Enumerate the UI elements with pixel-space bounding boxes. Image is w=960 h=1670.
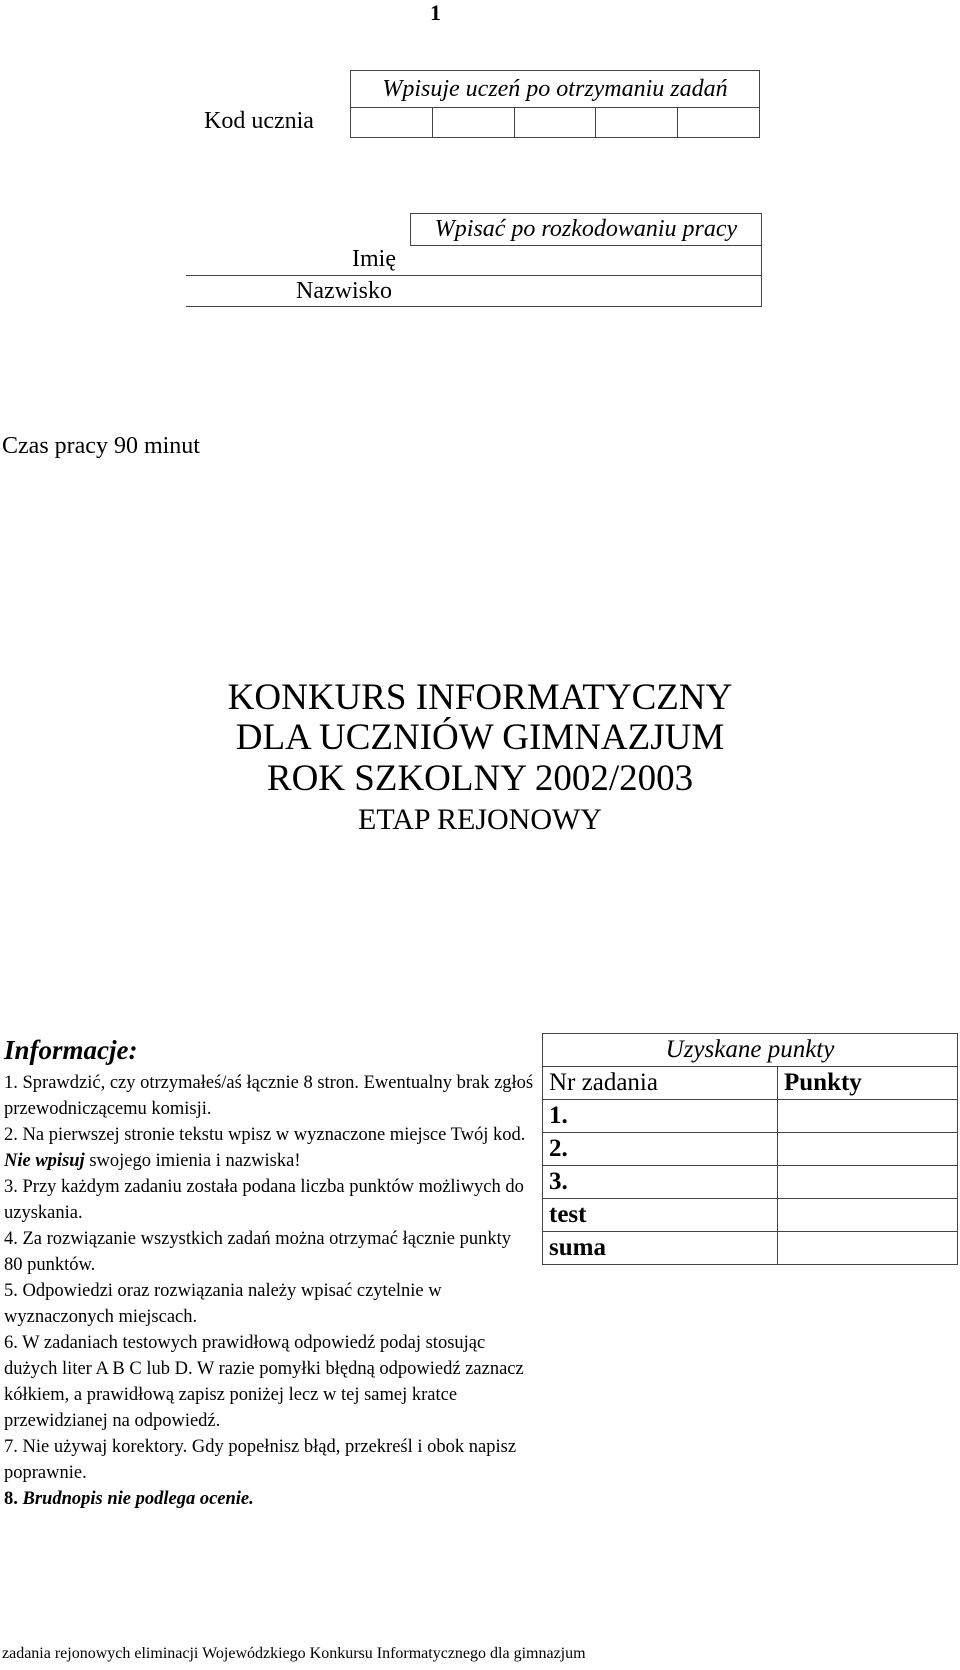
score-row-label: 3. bbox=[543, 1166, 778, 1199]
kod-cell[interactable] bbox=[432, 107, 514, 137]
czas-pracy: Czas pracy 90 minut bbox=[2, 433, 200, 459]
info-item-2 bbox=[4, 1122, 534, 1174]
kod-caption: Wpisuje uczeń po otrzymaniu zadań bbox=[351, 71, 759, 108]
kod-cells bbox=[351, 107, 759, 137]
info-item-2-rest: swojego imienia i nazwiska! bbox=[84, 1151, 301, 1171]
info-item-5: 5. Odpowiedzi oraz rozwiązania należy wpisać czytelnie w wyznaczonych miejscach. bbox=[4, 1281, 442, 1327]
score-cell[interactable] bbox=[778, 1100, 958, 1133]
title-line-4: ETAP REJONOWY bbox=[358, 803, 602, 836]
kod-cell[interactable] bbox=[351, 107, 432, 137]
score-cell[interactable] bbox=[778, 1199, 958, 1232]
kod-ucznia-box bbox=[350, 70, 760, 138]
info-item-8-text: Brudnopis nie podlega ocenie. bbox=[22, 1489, 254, 1509]
score-col-nr: Nr zadania bbox=[543, 1067, 778, 1100]
score-row-label: suma bbox=[543, 1232, 778, 1265]
info-item-8 bbox=[4, 1486, 534, 1512]
page-number: 1 bbox=[430, 0, 441, 25]
info-list bbox=[4, 1070, 534, 1512]
score-row-label: 1. bbox=[543, 1100, 778, 1133]
info-item-2-emphasis: Nie wpisuj bbox=[4, 1151, 85, 1171]
score-col-punkty: Punkty bbox=[778, 1067, 958, 1100]
footer-text: zadania rejonowych eliminacji Wojewódzkiego Konkursu Informatycznego dla gimnazjum bbox=[2, 1645, 586, 1662]
score-row-label: test bbox=[543, 1199, 778, 1232]
info-heading: Informacje: bbox=[4, 1035, 138, 1065]
score-caption: Uzyskane punkty bbox=[543, 1034, 958, 1067]
score-cell[interactable] bbox=[778, 1166, 958, 1199]
nazwisko-label: Nazwisko bbox=[296, 278, 392, 304]
score-cell[interactable] bbox=[778, 1232, 958, 1265]
info-item-2-text: 2. Na pierwszej stronie tekstu wpisz w wyznaczone miejsce Twój kod. bbox=[4, 1125, 526, 1145]
info-item-4: 4. Za rozwiązanie wszystkich zadań można otrzymać łącznie punkty 80 punktów. bbox=[4, 1229, 511, 1275]
info-item-8-num: 8. bbox=[4, 1489, 18, 1509]
title-line-1: KONKURS INFORMATYCZNY bbox=[227, 677, 733, 718]
info-item-7: 7. Nie używaj korektory. Gdy popełnisz błąd, przekreśl i obok napisz poprawnie. bbox=[4, 1437, 517, 1483]
kod-ucznia-label: Kod ucznia bbox=[204, 108, 314, 134]
title-line-2: DLA UCZNIÓW GIMNAZJUM bbox=[235, 717, 725, 758]
title-line-3: ROK SZKOLNY 2002/2003 bbox=[266, 758, 694, 799]
imie-field[interactable] bbox=[186, 275, 762, 276]
name-box-border bbox=[761, 213, 762, 306]
info-item-6: 6. W zadaniach testowych prawidłową odpowiedź podaj stosując dużych liter A B C lub D. W razie pomyłki błędną odpowiedź zaznacz kółkiem, a prawidłową zapisz poniżej lecz w tej samej kratce przewidzianej na odpowiedź. bbox=[4, 1333, 524, 1431]
imie-label: Imię bbox=[352, 246, 396, 272]
info-item-3: 3. Przy każdym zadaniu została podana liczba punktów możliwych do uzyskania. bbox=[4, 1177, 524, 1223]
score-table bbox=[542, 1033, 958, 1265]
score-row-label: 2. bbox=[543, 1133, 778, 1166]
kod-cell[interactable] bbox=[677, 107, 759, 137]
kod-cell[interactable] bbox=[595, 107, 677, 137]
nazwisko-field[interactable] bbox=[186, 306, 762, 307]
name-caption: Wpisać po rozkodowaniu pracy bbox=[410, 213, 762, 246]
kod-cell[interactable] bbox=[514, 107, 596, 137]
score-cell[interactable] bbox=[778, 1133, 958, 1166]
info-item-1: 1. Sprawdzić, czy otrzymałeś/aś łącznie 8 stron. Ewentualny brak zgłoś przewodniczącemu komisji. bbox=[4, 1073, 534, 1119]
